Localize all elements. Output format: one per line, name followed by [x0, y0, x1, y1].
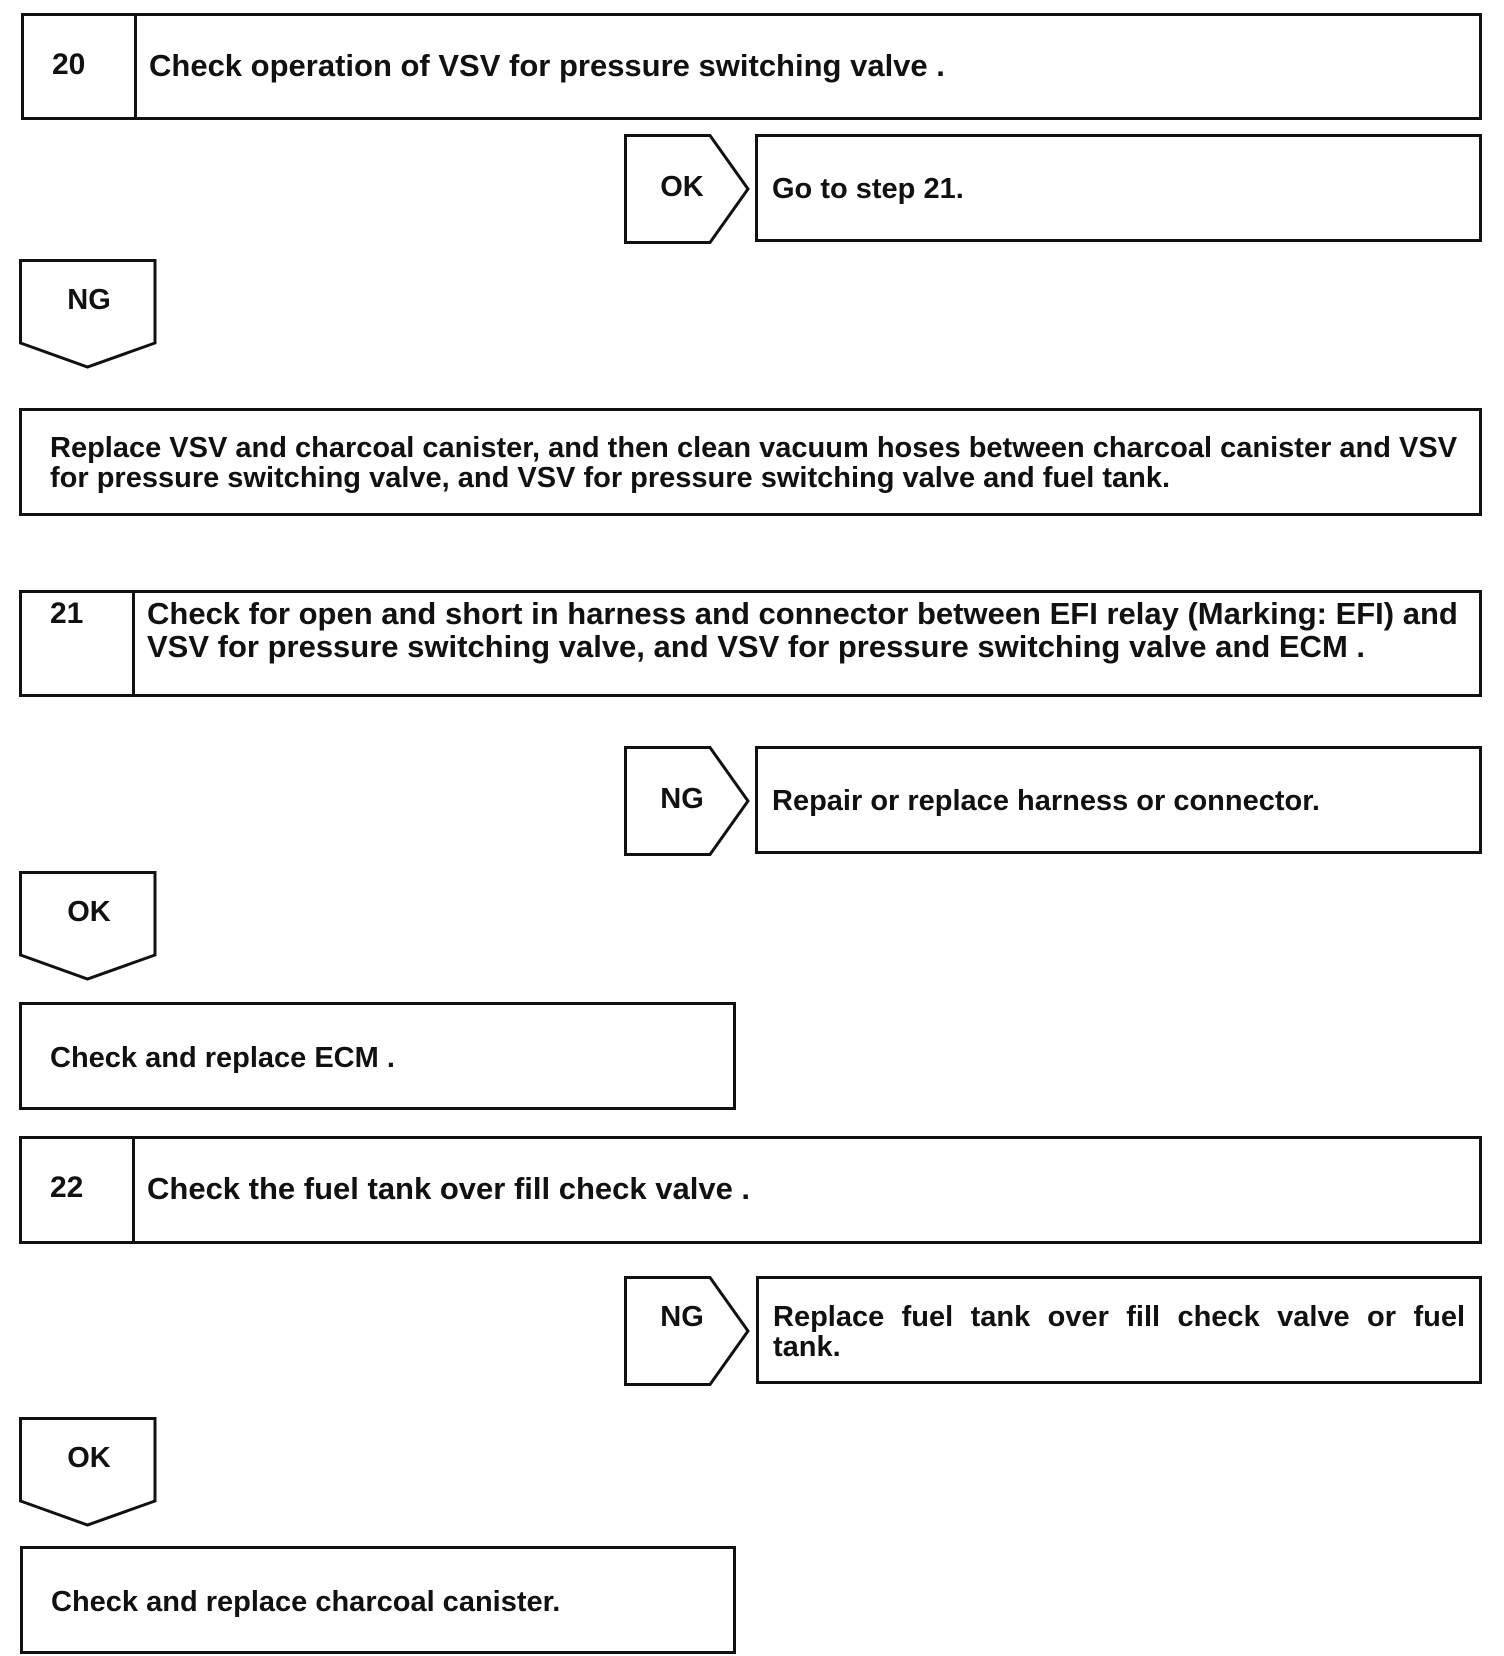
- branch-label: NG: [67, 284, 111, 316]
- step-20-box: [21, 13, 1482, 120]
- result-box: [755, 746, 1482, 854]
- step-22-box: [19, 1136, 1482, 1244]
- branch-label: NG: [660, 783, 704, 815]
- step-number: 21: [22, 593, 135, 694]
- result-box: [19, 1002, 736, 1110]
- result-text: Check and replace charcoal canister.: [51, 1586, 561, 1618]
- step-21-box: [19, 590, 1482, 697]
- result-text: Go to step 21.: [772, 173, 964, 205]
- step-title: Check for open and short in harness and connector between EFI relay (Marking: EFI) and VSV for pressure switching valve, and VSV for pressure switching valve and ECM .: [147, 596, 1458, 664]
- result-box: [756, 1276, 1482, 1384]
- step-title: Check operation of VSV for pressure switching valve .: [149, 48, 945, 83]
- branch-label: OK: [660, 171, 704, 203]
- branch-label: OK: [67, 896, 111, 928]
- step-title: Check the fuel tank over fill check valve .: [147, 1171, 751, 1206]
- result-text: Replace VSV and charcoal canister, and then clean vacuum hoses between charcoal canister and VSV for pressure switching valve, and VSV for pressure switching valve and fuel tank.: [50, 432, 1458, 494]
- result-box: [20, 1546, 736, 1654]
- result-text: Check and replace ECM .: [50, 1042, 395, 1074]
- step-number: 22: [22, 1139, 135, 1241]
- branch-label: OK: [67, 1442, 111, 1474]
- result-box: [755, 134, 1482, 242]
- result-text: Replace fuel tank over fill check valve or fuel tank.: [773, 1301, 1465, 1363]
- step-number: 20: [24, 16, 137, 117]
- result-text: Repair or replace harness or connector.: [772, 785, 1320, 817]
- result-box: [19, 408, 1482, 516]
- branch-label: NG: [660, 1301, 704, 1333]
